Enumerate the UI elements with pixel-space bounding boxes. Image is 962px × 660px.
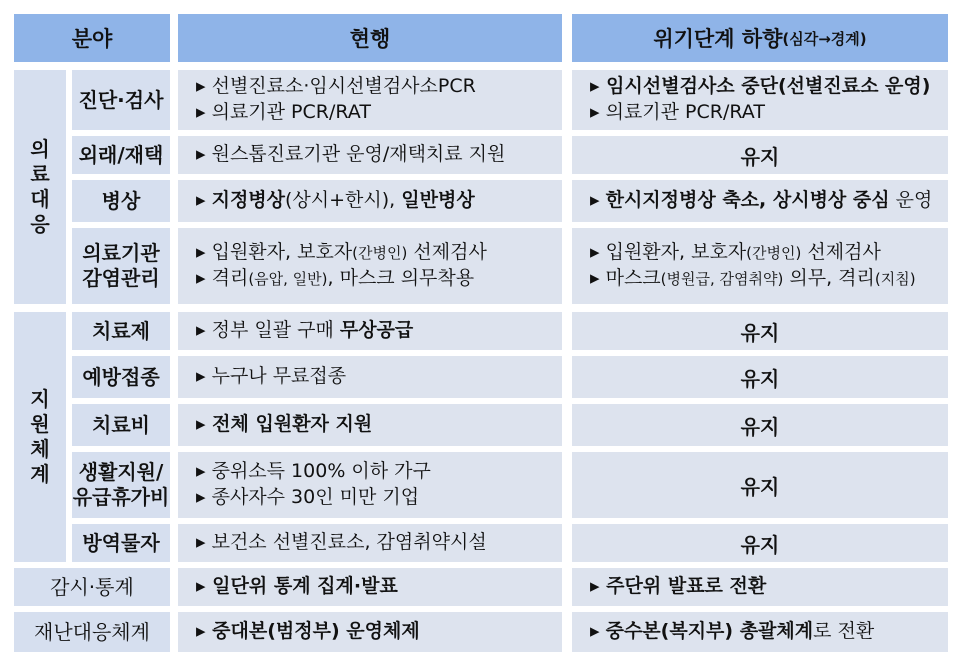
header-field: 분야	[14, 14, 170, 62]
lowered-infection: ▸ 입원환자, 보호자(간병인) 선제검사 ▸ 마스크(병원급, 감염취약) 의무, 격리(지침)	[572, 228, 948, 304]
lowered-outpatient: 유지	[572, 136, 948, 174]
lowered-beds: ▸ 한시지정병상 축소, 상시병상 중심 운영	[572, 180, 948, 222]
header-lowered: 위기단계 하향 (심각→경계)	[572, 14, 948, 62]
row-label-monitoring: 감시·통계	[14, 568, 170, 606]
current-living-support: ▸ 중위소득 100% 이하 가구 ▸ 종사자수 30인 미만 기업	[178, 452, 562, 518]
lowered-medical-cost: 유지	[572, 404, 948, 446]
lowered-treatment: 유지	[572, 312, 948, 350]
row-label-vaccination: 예방접종	[72, 356, 170, 398]
row-label-outpatient: 외래/재택	[72, 136, 170, 174]
row-label-supplies: 방역물자	[72, 524, 170, 562]
lowered-diagnosis: ▸ 임시선별검사소 중단(선별진료소 운영) ▸ 의료기관 PCR/RAT	[572, 70, 948, 130]
row-label-diagnosis: 진단·검사	[72, 70, 170, 130]
current-vaccination: ▸ 누구나 무료접종	[178, 356, 562, 398]
current-medical-cost: ▸ 전체 입원환자 지원	[178, 404, 562, 446]
current-diagnosis: ▸ 선별진료소·임시선별검사소PCR ▸ 의료기관 PCR/RAT	[178, 70, 562, 130]
current-disaster: ▸ 중대본(범정부) 운영체제	[178, 612, 562, 652]
row-label-infection: 의료기관 감염관리	[72, 228, 170, 304]
row-label-medical-cost: 치료비	[72, 404, 170, 446]
row-label-treatment: 치료제	[72, 312, 170, 350]
row-label-disaster: 재난대응체계	[14, 612, 170, 652]
current-infection: ▸ 입원환자, 보호자(간병인) 선제검사 ▸ 격리(음압, 일반), 마스크 의무착용	[178, 228, 562, 304]
current-monitoring: ▸ 일단위 통계 집계·발표	[178, 568, 562, 606]
current-outpatient: ▸ 원스톱진료기관 운영/재택치료 지원	[178, 136, 562, 174]
row-label-living-support: 생활지원/ 유급휴가비	[72, 452, 170, 518]
current-supplies: ▸ 보건소 선별진료소, 감염취약시설	[178, 524, 562, 562]
lowered-vaccination: 유지	[572, 356, 948, 398]
lowered-monitoring: ▸ 주단위 발표로 전환	[572, 568, 948, 606]
lowered-disaster: ▸ 중수본(복지부) 총괄체계로 전환	[572, 612, 948, 652]
group-support-system: 지 원 체 계	[14, 312, 66, 562]
header-current: 현행	[178, 14, 562, 62]
current-beds: ▸ 지정병상(상시+한시), 일반병상	[178, 180, 562, 222]
lowered-supplies: 유지	[572, 524, 948, 562]
group-medical-response: 의 료 대 응	[14, 70, 66, 304]
row-label-beds: 병상	[72, 180, 170, 222]
lowered-living-support: 유지	[572, 452, 948, 518]
current-treatment: ▸ 정부 일괄 구매 무상공급	[178, 312, 562, 350]
